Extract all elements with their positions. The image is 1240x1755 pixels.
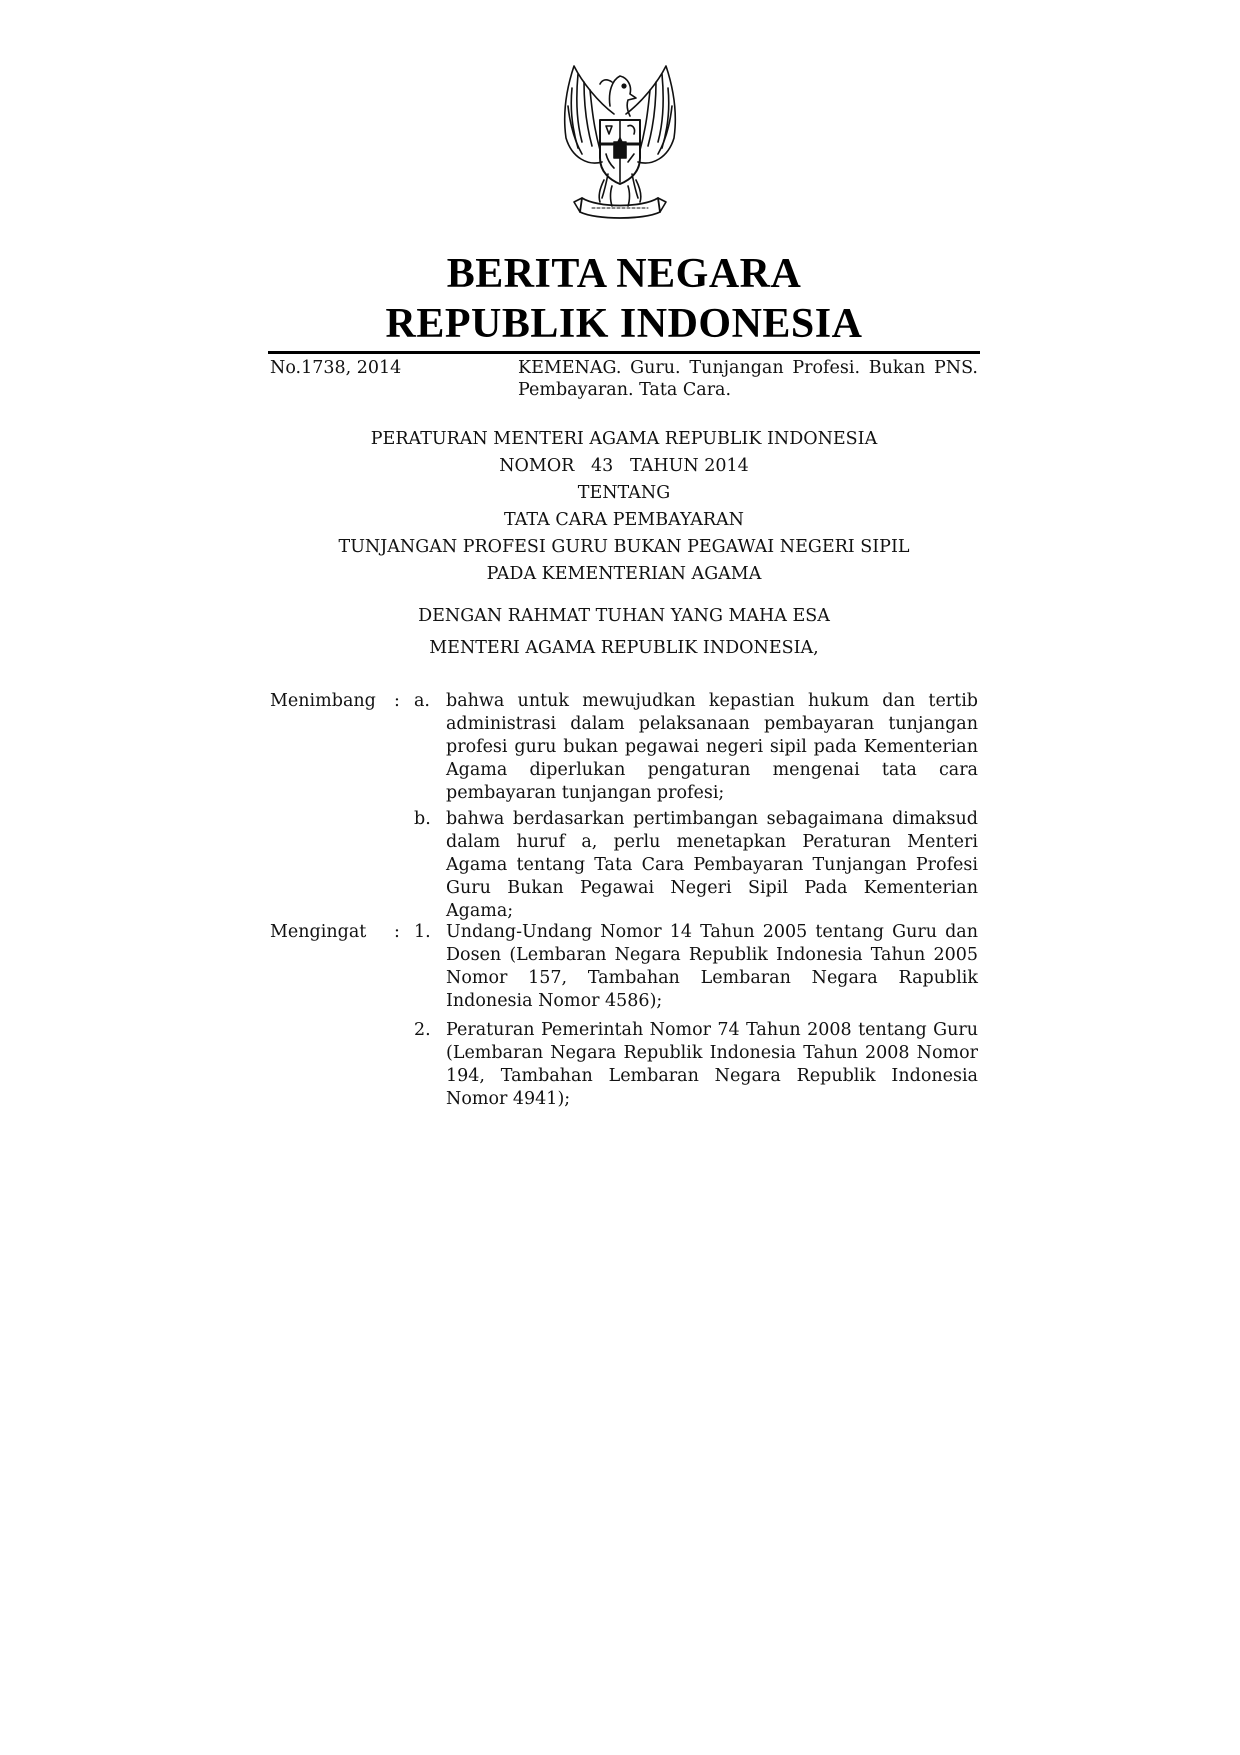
opening-formula xyxy=(268,600,980,664)
item-marker: 1. xyxy=(414,922,431,942)
garuda-emblem-icon xyxy=(548,62,692,220)
opening-line: MENTERI AGAMA REPUBLIK INDONESIA, xyxy=(429,638,819,658)
regulation-title-line: TATA CARA PEMBAYARAN xyxy=(504,510,744,530)
masthead-rule xyxy=(268,351,980,354)
issue-subject: KEMENAG. Guru. Tunjangan Profesi. Bukan PNS. Pembayaran. Tata Cara. xyxy=(518,358,978,400)
menimbang-label: Menimbang xyxy=(270,691,376,711)
regulation-number-line: NOMOR 43 TAHUN 2014 xyxy=(499,456,749,476)
regulation-title-line: PERATURAN MENTERI AGAMA REPUBLIK INDONESIA xyxy=(370,429,878,449)
issue-number: No.1738, 2014 xyxy=(270,358,402,378)
regulation-title-line: TENTANG xyxy=(577,483,671,503)
item-text: bahwa untuk mewujudkan kepastian hukum dan tertib administrasi dalam pelaksanaan pembayaran tunjangan profesi guru bukan pegawai negeri sipil pada Kementerian Agama diperlukan pengaturan mengenai tata cara pembayaran tunjangan profesi; xyxy=(446,691,978,803)
mengingat-label: Mengingat xyxy=(270,922,367,942)
colon: : xyxy=(394,922,400,942)
regulation-title-line: TUNJANGAN PROFESI GURU BUKAN PEGAWAI NEGERI SIPIL xyxy=(338,537,910,557)
item-text: Undang-Undang Nomor 14 Tahun 2005 tentang Guru dan Dosen (Lembaran Negara Republik Indonesia Tahun 2005 Nomor 157, Tambahan Lembaran Negara Rapublik Indonesia Nomor 4586); xyxy=(446,922,978,1011)
regulation-title-line: PADA KEMENTERIAN AGAMA xyxy=(486,564,762,584)
item-text: Peraturan Pemerintah Nomor 74 Tahun 2008 tentang Guru (Lembaran Negara Republik Indonesia Tahun 2008 Nomor 194, Tambahan Lembaran Negara Republik Indonesia Nomor 4941); xyxy=(446,1020,978,1109)
item-marker: b. xyxy=(414,809,431,829)
masthead-subtitle: REPUBLIK INDONESIA xyxy=(385,301,863,347)
opening-line: DENGAN RAHMAT TUHAN YANG MAHA ESA xyxy=(418,606,830,626)
masthead xyxy=(268,250,980,350)
colon: : xyxy=(394,691,400,711)
item-marker: a. xyxy=(414,691,430,711)
masthead-title: BERITA NEGARA xyxy=(446,251,802,297)
item-text: bahwa berdasarkan pertimbangan sebagaimana dimaksud dalam huruf a, perlu menetapkan Peraturan Menteri Agama tentang Tata Cara Pembayaran Tunjangan Profesi Guru Bukan Pegawai Negeri Sipil Pada Kementerian Agama; xyxy=(446,809,978,921)
item-marker: 2. xyxy=(414,1020,431,1040)
regulation-title xyxy=(268,426,980,588)
